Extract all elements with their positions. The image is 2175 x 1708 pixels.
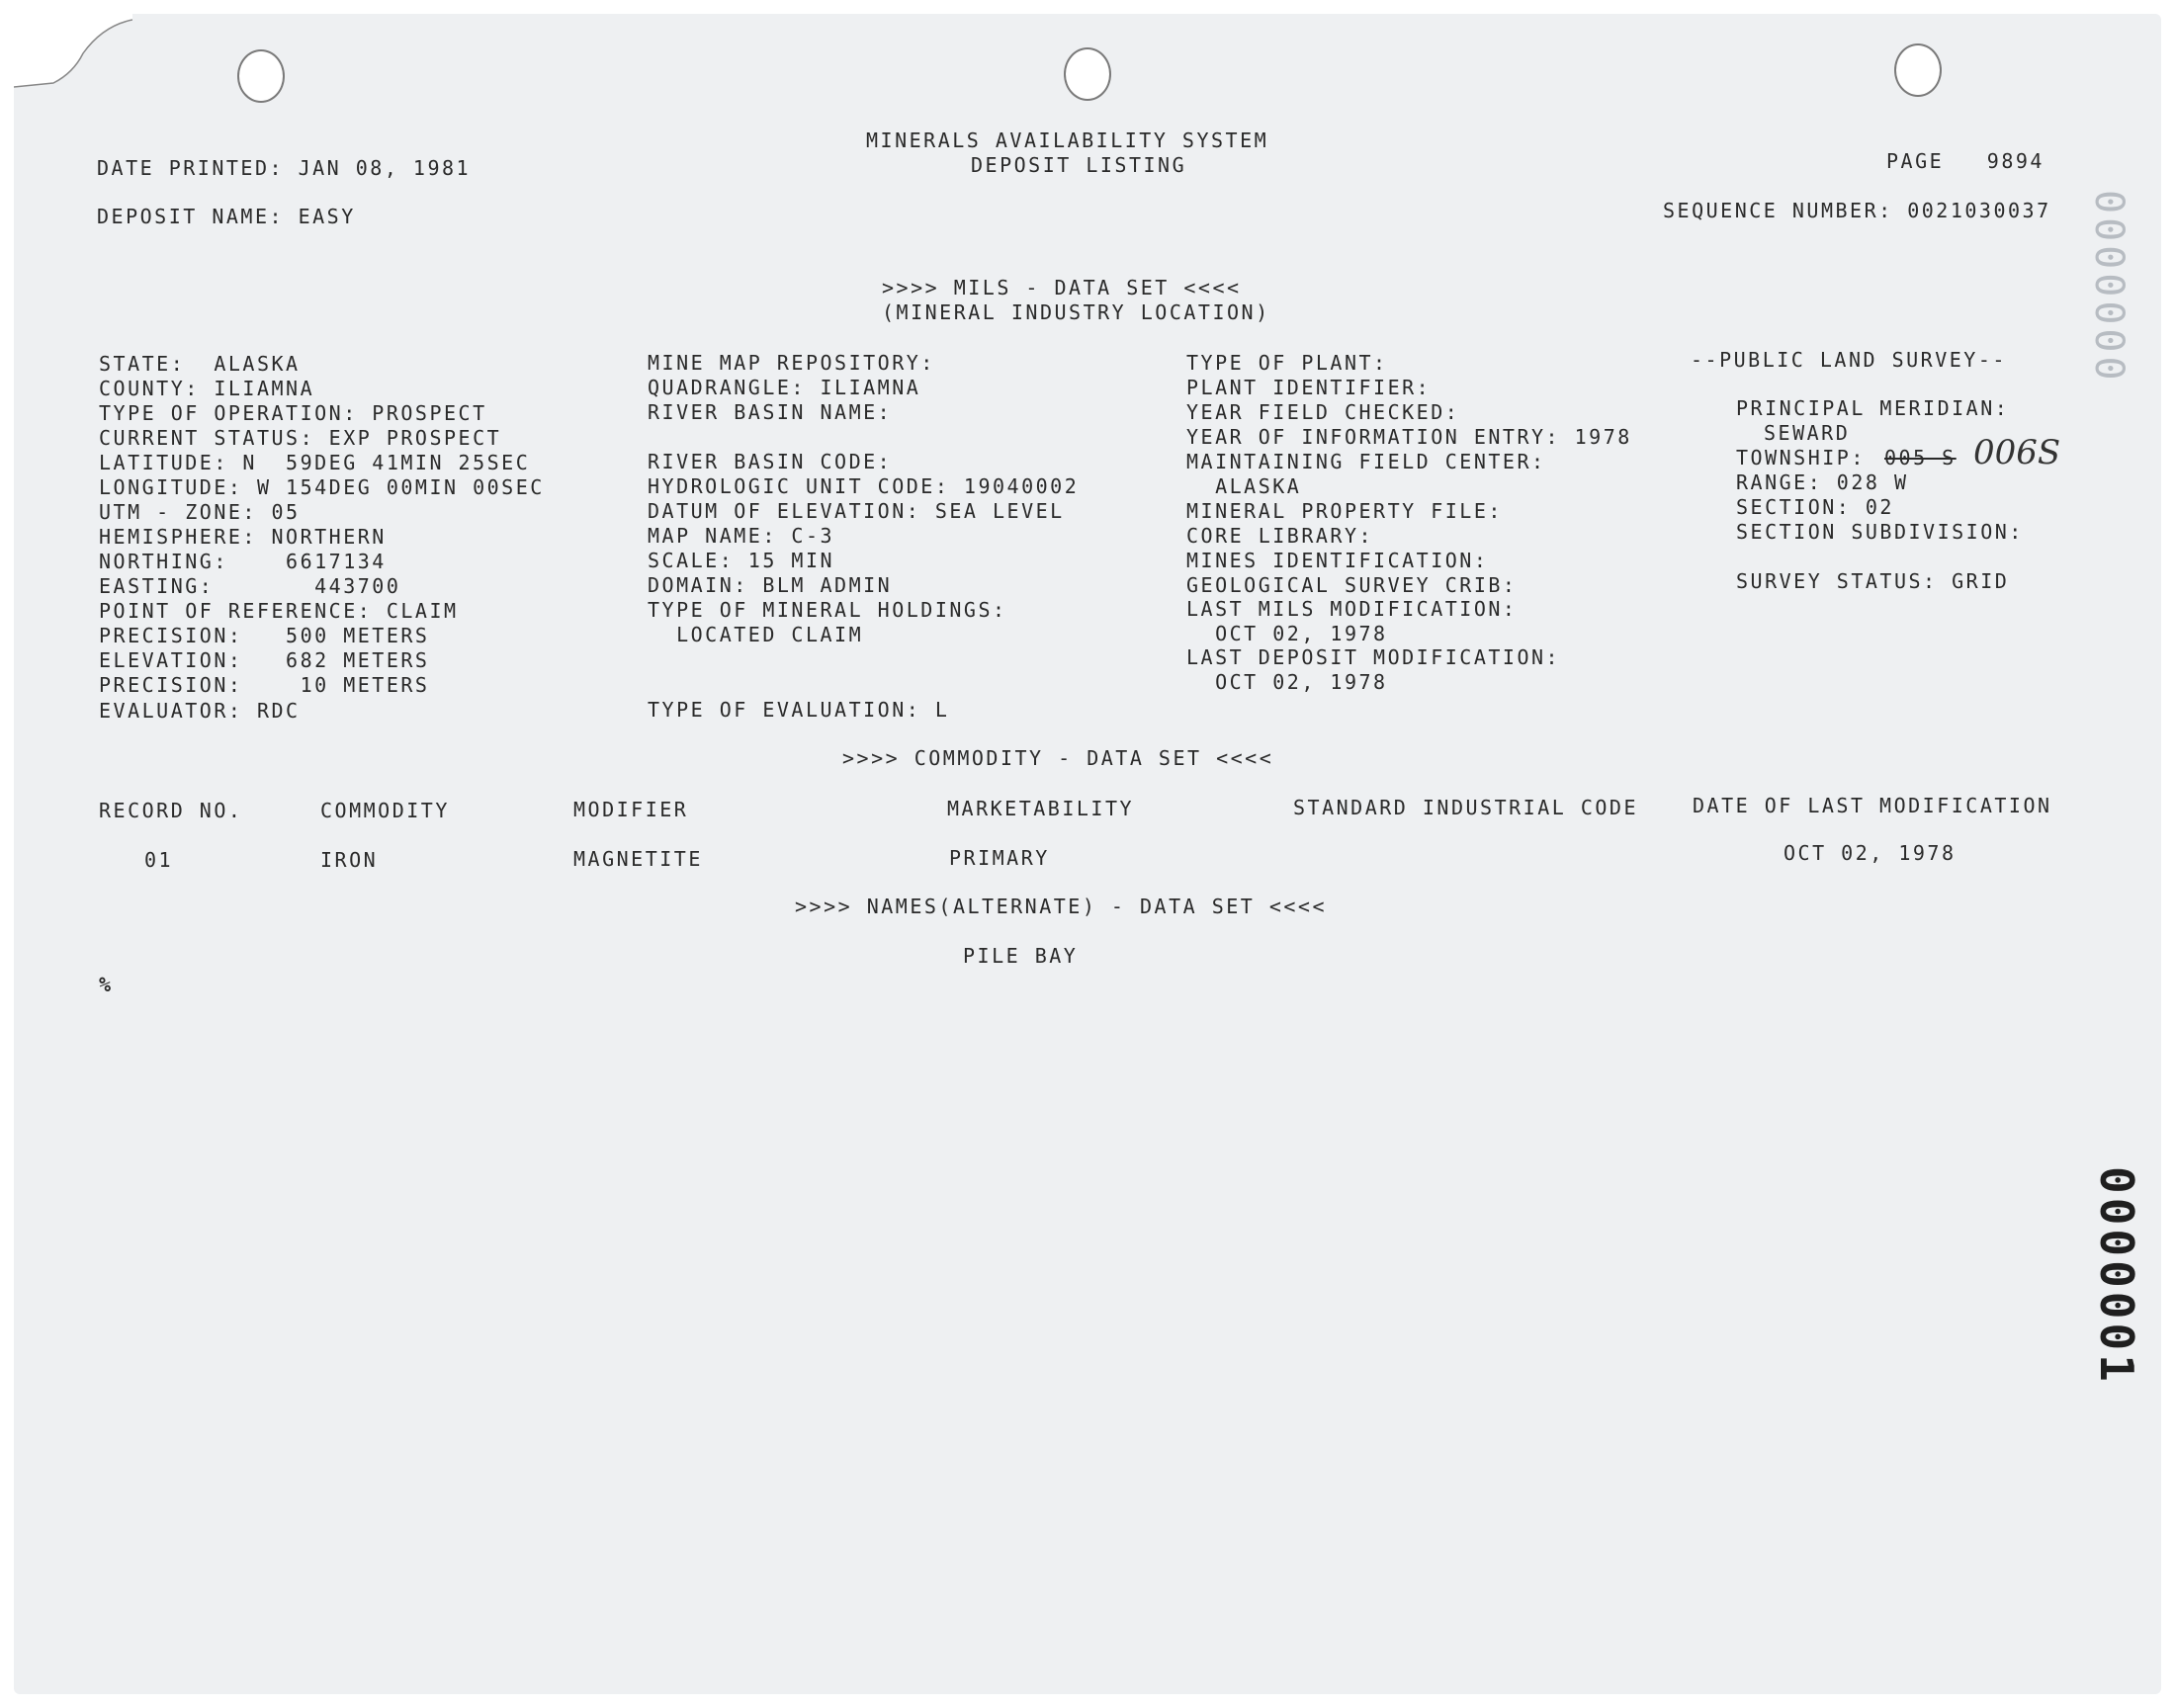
commodity-cell-date-modified: OCT 02, 1978 (1784, 841, 1957, 865)
field-mines-identification: MINES IDENTIFICATION: (1186, 549, 1489, 572)
field-last-deposit-modification-value: OCT 02, 1978 (1186, 670, 1388, 694)
field-mine-map-repository: MINE MAP REPOSITORY: (648, 351, 935, 375)
field-northing: NORTHING: 6617134 (99, 550, 387, 573)
field-geological-survey-crib: GEOLOGICAL SURVEY CRIB: (1186, 573, 1518, 597)
field-current-status: CURRENT STATUS: EXP PROSPECT (99, 426, 502, 450)
pls-township-handwritten: 006S (1973, 433, 2061, 472)
field-last-deposit-modification: LAST DEPOSIT MODIFICATION: (1186, 645, 1561, 669)
stamp-number-top: 0000000 (2086, 190, 2132, 384)
mils-section-subtitle: (MINERAL INDUSTRY LOCATION) (882, 300, 1270, 324)
field-river-basin-name: RIVER BASIN NAME: (648, 400, 893, 424)
mils-section-title: >>>> MILS - DATA SET <<<< (882, 276, 1242, 299)
commodity-header-modifier: MODIFIER (573, 798, 689, 821)
stamp-number-bottom: 0000001 (2090, 1166, 2143, 1386)
deposit-name: DEPOSIT NAME: EASY (97, 205, 356, 228)
binder-hole-center (1064, 47, 1111, 101)
field-elevation: ELEVATION: 682 METERS (99, 648, 430, 672)
field-utm-zone: UTM - ZONE: 05 (99, 500, 301, 524)
field-latitude: LATITUDE: N 59DEG 41MIN 25SEC (99, 451, 531, 474)
field-map-name: MAP NAME: C-3 (648, 524, 835, 548)
page-number: PAGE 9894 (1886, 149, 2044, 173)
commodity-section-title: >>>> COMMODITY - DATA SET <<<< (842, 746, 1274, 770)
names-alternate-value: PILE BAY (963, 944, 1079, 968)
field-hemisphere: HEMISPHERE: NORTHERN (99, 525, 387, 549)
field-mineral-holdings-value: LOCATED CLAIM (648, 623, 864, 646)
commodity-header-record-no: RECORD NO. (99, 799, 243, 822)
field-precision-elevation: PRECISION: 10 METERS (99, 673, 430, 697)
commodity-cell-commodity: IRON (320, 848, 379, 872)
sequence-number: SEQUENCE NUMBER: 0021030037 (1663, 199, 2051, 222)
field-type-of-plant: TYPE OF PLANT: (1186, 351, 1388, 375)
pls-meridian-value: SEWARD (1764, 421, 1851, 445)
listing-title: DEPOSIT LISTING (971, 153, 1187, 177)
field-point-of-reference: POINT OF REFERENCE: CLAIM (99, 599, 459, 623)
field-type-of-evaluation: TYPE OF EVALUATION: L (648, 698, 950, 722)
field-operation-type: TYPE OF OPERATION: PROSPECT (99, 401, 487, 425)
field-easting: EASTING: 443700 (99, 574, 401, 598)
pls-survey-status: SURVEY STATUS: GRID (1736, 569, 2010, 593)
field-core-library: CORE LIBRARY: (1186, 524, 1374, 548)
field-hydrologic-unit-code: HYDROLOGIC UNIT CODE: 19040002 (648, 474, 1080, 498)
field-state: STATE: ALASKA (99, 352, 301, 376)
pls-title: --PUBLIC LAND SURVEY-- (1691, 348, 2007, 372)
field-plant-identifier: PLANT IDENTIFIER: (1186, 376, 1432, 399)
field-scale: SCALE: 15 MIN (648, 549, 835, 572)
names-section-title: >>>> NAMES(ALTERNATE) - DATA SET <<<< (795, 895, 1328, 918)
field-mineral-property-file: MINERAL PROPERTY FILE: (1186, 499, 1503, 523)
pls-township-struck: 005-S (1884, 446, 1957, 470)
footer-percent-mark: % (99, 973, 114, 996)
pls-range: RANGE: 028 W (1736, 470, 1909, 494)
field-maintaining-field-center-value: ALASKA (1186, 474, 1302, 498)
field-quadrangle: QUADRANGLE: ILIAMNA (648, 376, 921, 399)
field-last-mils-modification-value: OCT 02, 1978 (1186, 622, 1388, 645)
pls-principal-meridian: PRINCIPAL MERIDIAN: (1736, 396, 2010, 420)
binder-hole-left (237, 49, 285, 103)
folded-corner (14, 14, 132, 93)
commodity-header-commodity: COMMODITY (320, 799, 450, 822)
pls-township-label: TOWNSHIP: (1736, 446, 1866, 470)
pls-section: SECTION: 02 (1736, 495, 1894, 519)
field-year-field-checked: YEAR FIELD CHECKED: (1186, 400, 1460, 424)
field-domain: DOMAIN: BLM ADMIN (648, 573, 893, 597)
commodity-cell-record-no: 01 (144, 848, 174, 872)
system-title: MINERALS AVAILABILITY SYSTEM (866, 128, 1269, 152)
binder-hole-right (1894, 43, 1942, 97)
commodity-header-date-modified: DATE OF LAST MODIFICATION (1693, 794, 2052, 817)
pls-section-subdivision: SECTION SUBDIVISION: (1736, 520, 2024, 544)
field-maintaining-field-center: MAINTAINING FIELD CENTER: (1186, 450, 1546, 473)
field-evaluator: EVALUATOR: RDC (99, 699, 301, 723)
date-printed: DATE PRINTED: JAN 08, 1981 (97, 156, 472, 180)
field-precision-location: PRECISION: 500 METERS (99, 624, 430, 647)
commodity-cell-modifier: MAGNETITE (573, 847, 703, 871)
commodity-header-sic: STANDARD INDUSTRIAL CODE (1293, 796, 1638, 819)
field-year-of-information-entry: YEAR OF INFORMATION ENTRY: 1978 (1186, 425, 1632, 449)
field-last-mils-modification: LAST MILS MODIFICATION: (1186, 597, 1518, 621)
field-datum-of-elevation: DATUM OF ELEVATION: SEA LEVEL (648, 499, 1065, 523)
field-mineral-holdings: TYPE OF MINERAL HOLDINGS: (648, 598, 1007, 622)
commodity-cell-marketability: PRIMARY (949, 846, 1050, 870)
field-county: COUNTY: ILIAMNA (99, 377, 315, 400)
field-longitude: LONGITUDE: W 154DEG 00MIN 00SEC (99, 475, 545, 499)
commodity-header-marketability: MARKETABILITY (947, 797, 1135, 820)
field-river-basin-code: RIVER BASIN CODE: (648, 450, 893, 473)
